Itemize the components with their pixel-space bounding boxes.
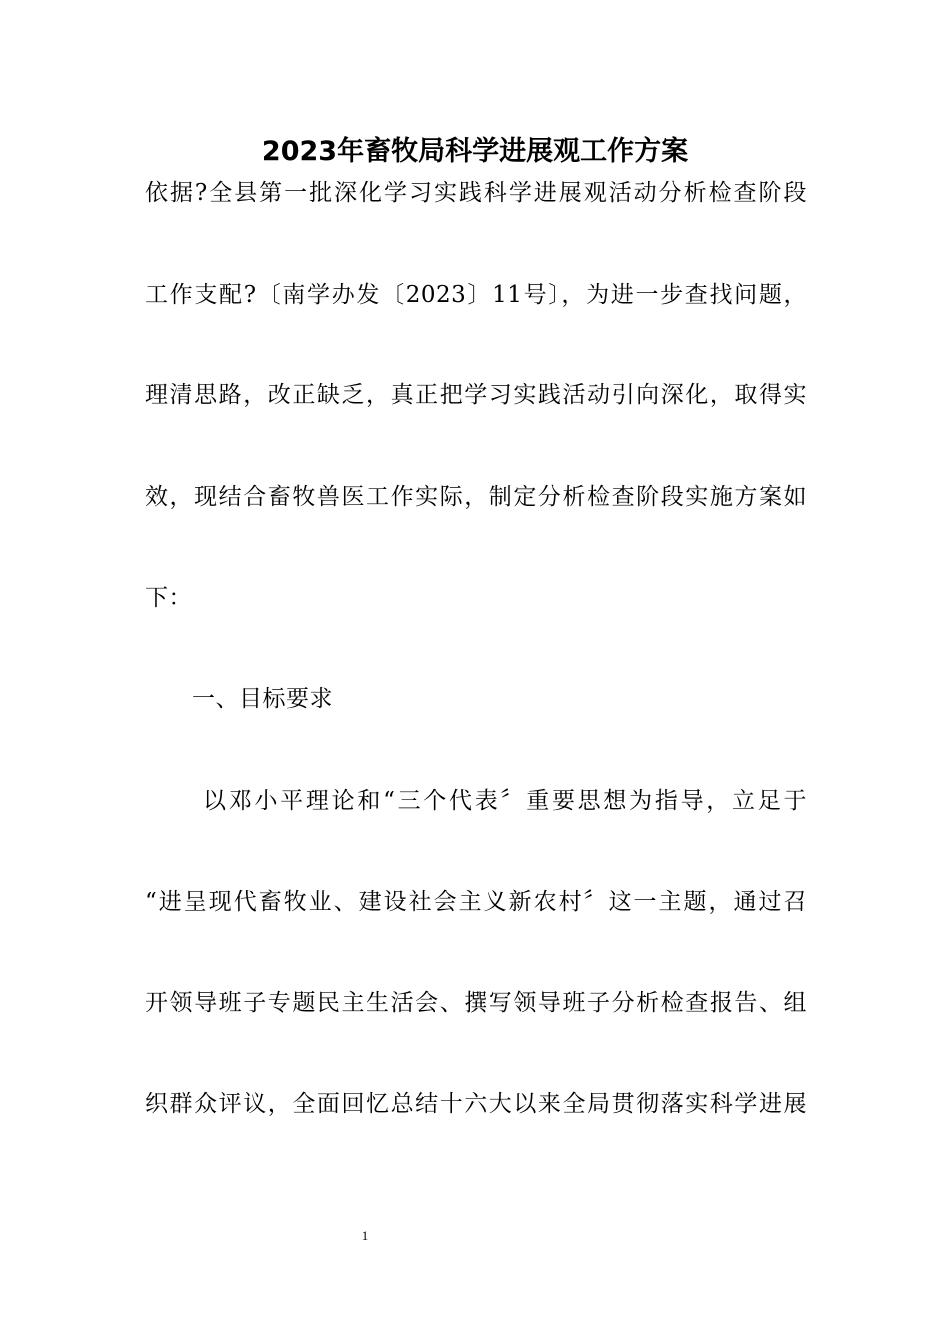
document-title: 2023年畜牧局科学进展观工作方案 — [261, 136, 689, 167]
paragraph-line: 以邓小平理论和“三个代表〞重要思想为指导，立足于 — [203, 788, 807, 814]
paragraph-line: 效，现结合畜牧兽医工作实际，制定分析检查阶段实施方案如 — [145, 484, 807, 510]
paragraph-line: 理清思路，改正缺乏，真正把学习实践活动引向深化，取得实 — [145, 382, 807, 408]
paragraph-line: 依据?全县第一批深化学习实践科学进展观活动分析检查阶段 — [145, 180, 807, 206]
paragraph-line: 工作支配?〔南学办发〔2023〕11号〕，为进一步查找问题， — [145, 282, 807, 308]
paragraph-line: 下： — [145, 585, 192, 611]
paragraph-line: 织群众评议，全面回忆总结十六大以来全局贯彻落实科学进展 — [145, 1091, 807, 1117]
section-heading: 一、目标要求 — [192, 686, 333, 712]
paragraph-line: “进呈现代畜牧业、建设社会主义新农村〞这一主题，通过召 — [145, 889, 807, 915]
page-number: 1 — [361, 1228, 369, 1243]
paragraph-line: 开领导班子专题民主生活会、撰写领导班子分析检查报告、组 — [145, 990, 807, 1016]
